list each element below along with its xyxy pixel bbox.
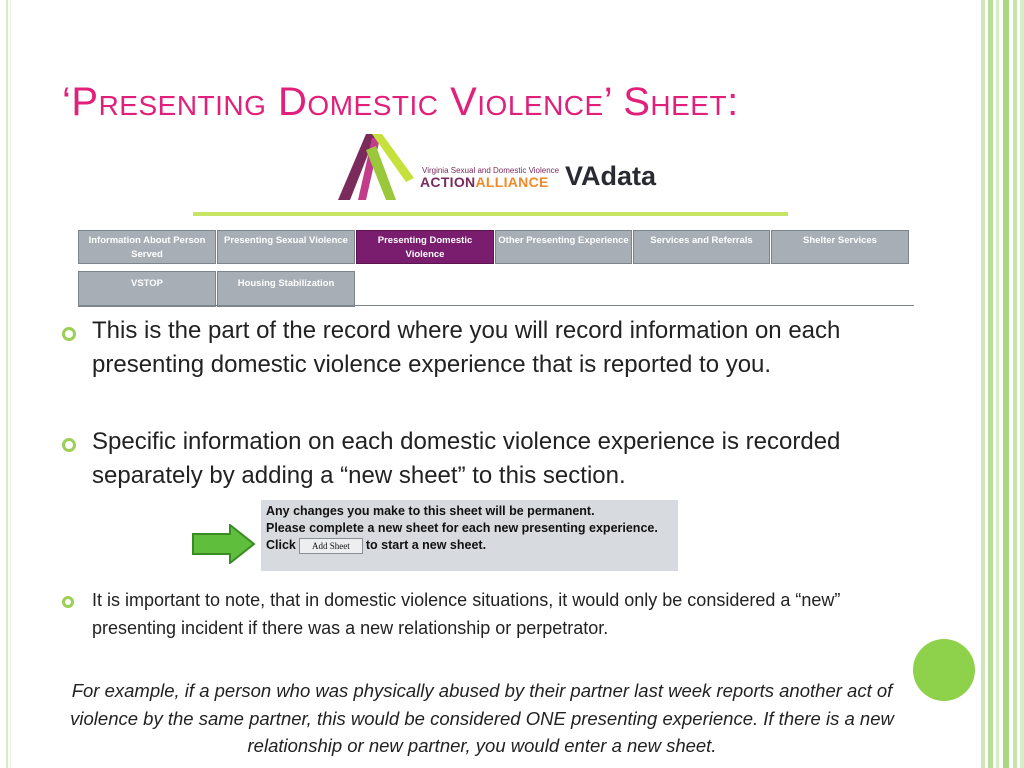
panel-click-line xyxy=(266,537,673,554)
logo-alliance-text: ALLIANCE xyxy=(475,174,549,190)
logo-action-text: ACTION xyxy=(420,174,476,190)
vadata-logo xyxy=(336,130,656,206)
tab-housing-stabilization[interactable]: Housing Stabilization xyxy=(217,271,355,307)
panel-after-text: to start a new sheet. xyxy=(365,538,487,552)
decor-stripe xyxy=(996,0,999,768)
bullet-text: Specific information on each domestic violence experience is recorded separately by adding a “new sheet” to this section. xyxy=(92,428,841,489)
bullet-text-part: experience that is reported to you. xyxy=(401,351,772,378)
record-tabs xyxy=(78,230,914,308)
add-sheet-button[interactable]: Add Sheet xyxy=(299,538,363,554)
tab-shelter-services[interactable]: Shelter Services xyxy=(771,230,909,264)
action-alliance-mark-icon xyxy=(336,130,418,206)
bullet-icon xyxy=(62,327,76,341)
decor-stripe xyxy=(988,0,993,768)
bullet-text: It is important to note, that in domestic violence situations, it would only be considered a “new” presenting incident if there was a new relationship or perpetrator. xyxy=(92,590,841,638)
tab-other-presenting-experience[interactable]: Other Presenting Experience xyxy=(495,230,632,264)
panel-warning-text: Any changes you make to this sheet will be permanent. xyxy=(266,504,595,518)
logo-vadata-text: VAdata xyxy=(565,161,657,191)
example-text: For example, if a person who was physically abused by their partner last week reports another act of violence by the same partner, this would be considered ONE presenting experience. If there is a new relationship or new partner, you would enter a new sheet. xyxy=(70,680,894,756)
tab-information-about-person-served[interactable]: Information About Person Served xyxy=(78,230,216,264)
bullet-text xyxy=(92,314,882,382)
right-arrow-icon xyxy=(192,524,256,564)
bullet-text-part: This is the part of the record where you will record information on each presenting xyxy=(92,317,841,378)
logo-wordmark xyxy=(420,174,549,190)
decor-stripe xyxy=(981,0,985,768)
bullet-icon xyxy=(62,438,76,452)
bullet-highlight: domestic violence xyxy=(210,351,402,378)
decor-stripe xyxy=(1003,0,1009,768)
tab-presenting-sexual-violence[interactable]: Presenting Sexual Violence xyxy=(217,230,355,264)
panel-click-text: Click xyxy=(266,538,296,552)
frame-line-left xyxy=(6,0,8,768)
panel-instruction-text: Please complete a new sheet for each new presenting experience. xyxy=(266,521,658,535)
decor-stripe xyxy=(1013,0,1017,768)
decor-circle xyxy=(913,639,975,701)
tab-services-and-referrals[interactable]: Services and Referrals xyxy=(633,230,770,264)
tab-vstop[interactable]: VSTOP xyxy=(78,271,216,307)
add-sheet-panel xyxy=(261,500,678,571)
tabs-divider xyxy=(78,305,914,306)
frame-line-left-inner xyxy=(10,0,11,768)
logo-underline xyxy=(193,212,788,216)
slide-title: ‘Presenting Domestic Violence’ Sheet: xyxy=(62,80,739,124)
tab-presenting-domestic-violence[interactable]: Presenting Domestic Violence xyxy=(356,230,494,264)
bullet-icon xyxy=(62,596,74,608)
logo-tagline: Virginia Sexual and Domestic Violence xyxy=(422,166,560,175)
decor-stripe xyxy=(1020,0,1024,768)
